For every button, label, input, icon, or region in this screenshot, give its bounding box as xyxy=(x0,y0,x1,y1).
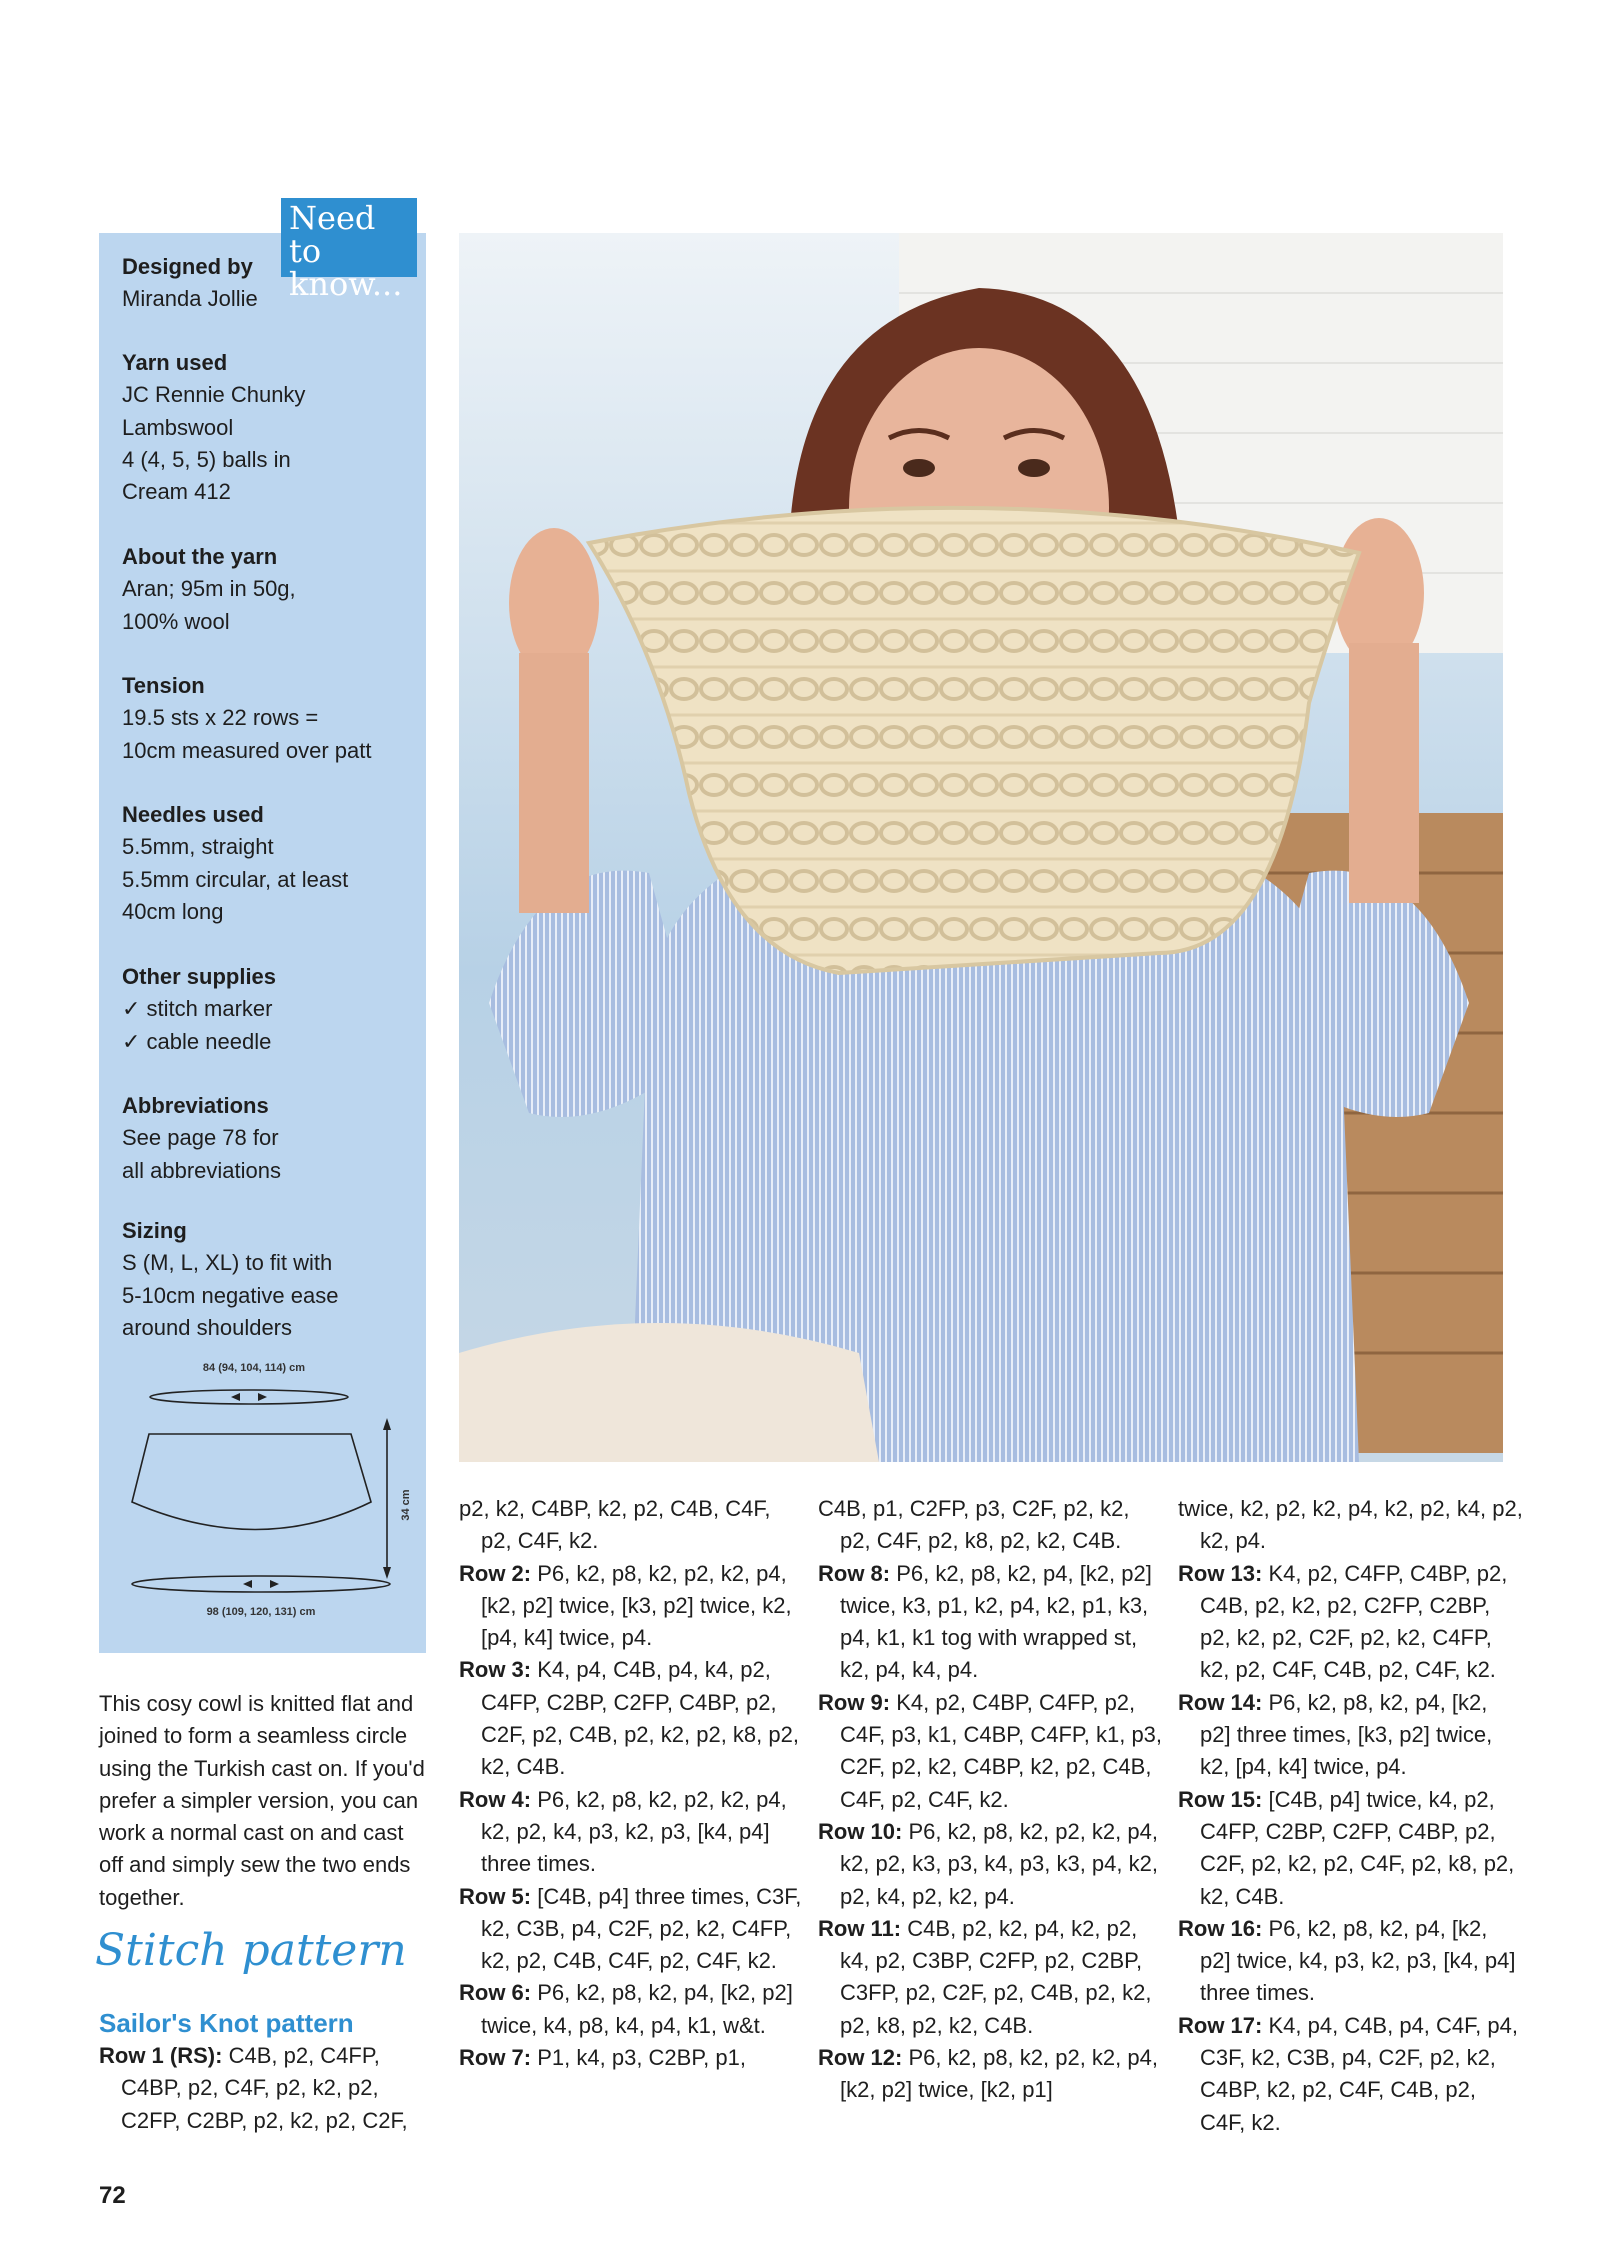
supply-item: ✓ stitch marker xyxy=(122,996,273,1022)
yarn-used-title: Yarn used xyxy=(122,350,228,375)
sailors-knot-heading: Sailor's Knot pattern xyxy=(99,2008,354,2038)
intro-paragraph: This cosy cowl is knitted flat and joined to form a seamless circle using the Turkish cast on. If you'd prefer a simpler version, you can work a normal cast on and cast off and simply sew the two ends together. xyxy=(99,1691,425,1910)
pattern-row xyxy=(818,2042,1163,2107)
needles-line: 5.5mm circular, at least xyxy=(122,866,349,892)
pattern-column-3 xyxy=(818,1493,1163,2107)
abbreviations-line: all abbreviations xyxy=(122,1157,281,1183)
row-label: Row 2: xyxy=(459,1560,532,1586)
row-instructions: p2, k2, C4BP, k2, p2, C4B, C4F, p2, C4F, k2. xyxy=(459,1496,771,1554)
row-label: Row 9: xyxy=(818,1689,891,1715)
row-label: Row 3: xyxy=(459,1657,532,1683)
top-measurement-label: 84 (94, 104, 114) cm xyxy=(202,1362,306,1374)
bottom-circumference-arrow xyxy=(132,1576,390,1592)
pattern-row xyxy=(459,1558,804,1655)
tension-line: 10cm measured over patt xyxy=(122,737,372,763)
row-instructions: P6, k2, p8, k2, p2, k2, p4, [k2, p2] twice, [k2, p1] xyxy=(840,2045,1158,2103)
about-yarn-line: 100% wool xyxy=(122,608,230,634)
row-instructions: P6, k2, p8, k2, p4, [k2, p2] twice, k4, p8, k4, p4, k1, w&t. xyxy=(481,1980,793,2038)
model-wearing-cowl-photo xyxy=(459,233,1503,1462)
pattern-column-2 xyxy=(459,1493,804,2074)
arrow-head xyxy=(231,1393,240,1401)
other-supplies-block xyxy=(122,961,276,1058)
pattern-column-4 xyxy=(1178,1493,1523,2139)
row-instructions: P6, k2, p8, k2, p4, [k2, p2] three times, [k3, p2] twice, k2, [p4, k4] twice, p4. xyxy=(1200,1689,1493,1780)
row-instructions: P6, k2, p8, k2, p4, [k2, p2] twice, k4, p3, k2, p3, [k4, p4] three times. xyxy=(1200,1915,1516,2006)
pattern-row xyxy=(818,1687,1163,1816)
designed-by-line: Miranda Jollie xyxy=(122,286,258,312)
height-measurement-label: 34 cm xyxy=(400,1489,412,1521)
row-label: Row 15: xyxy=(1178,1786,1263,1812)
row-label: Row 6: xyxy=(459,1980,532,2006)
pattern-row xyxy=(1178,1687,1523,1784)
row-instructions: [C4B, p4] three times, C3F, k2, C3B, p4, C2F, p2, k2, C4FP, k2, p2, C4B, C4F, p2, C4F, k2. xyxy=(481,1883,802,1974)
row-instructions: P6, k2, p8, k2, p2, k2, p4, [k2, p2] twice, [k3, p2] twice, k2, [p4, k4] twice, p4. xyxy=(481,1560,792,1651)
bottom-measurement-label: 98 (109, 120, 131) cm xyxy=(206,1606,316,1618)
pattern-row xyxy=(459,1493,804,1558)
supply-item: ✓ cable needle xyxy=(122,1028,272,1054)
top-circumference-arrow xyxy=(150,1390,348,1404)
designed-by-title: Designed by xyxy=(122,254,253,279)
row-instructions: C4B, p2, k2, p4, k2, p2, k4, p2, C3BP, C2FP, p2, C2BP, C3FP, p2, C2F, p2, C4B, p2, k2, p2, k8, p2, k2, C4B. xyxy=(840,1915,1152,2038)
arrow-head xyxy=(383,1418,391,1430)
yarn-used-line: Cream 412 xyxy=(122,479,231,505)
sizing-line: 5-10cm negative ease xyxy=(122,1282,339,1308)
row-label: Row 14: xyxy=(1178,1689,1263,1715)
needles-block xyxy=(122,799,348,928)
tension-line: 19.5 sts x 22 rows = xyxy=(122,705,319,731)
arrow-head xyxy=(258,1393,267,1401)
row-label: Row 12: xyxy=(818,2045,903,2071)
row-label: Row 8: xyxy=(818,1560,891,1586)
row-instructions: C4B, p1, C2FP, p3, C2F, p2, k2, p2, C4F, p2, k8, p2, k2, C4B. xyxy=(818,1496,1130,1554)
row-instructions: K4, p2, C4FP, C4BP, p2, C4B, p2, k2, p2, C2FP, C2BP, p2, k2, p2, C2F, p2, k2, C4FP, k2, p2, C4F, C4B, p2, C4F, k2. xyxy=(1200,1560,1508,1683)
row-label: Row 7: xyxy=(459,2045,532,2071)
tension-title: Tension xyxy=(122,673,205,698)
abbreviations-line: See page 78 for xyxy=(122,1125,279,1151)
needles-line: 5.5mm, straight xyxy=(122,834,274,860)
pattern-row xyxy=(459,1784,804,1881)
page-number: 72 xyxy=(99,2182,126,2209)
yarn-used-line: 4 (4, 5, 5) balls in xyxy=(122,446,291,472)
row-label: Row 10: xyxy=(818,1818,903,1844)
pattern-row xyxy=(459,1881,804,1978)
arrow-head xyxy=(383,1567,391,1579)
needles-line: 40cm long xyxy=(122,898,224,924)
row-label: Row 17: xyxy=(1178,2012,1263,2038)
pattern-row xyxy=(1178,1558,1523,1687)
pattern-row xyxy=(818,1493,1163,1558)
yarn-used-block xyxy=(122,347,305,508)
pattern-row xyxy=(1178,1913,1523,2010)
sizing-title: Sizing xyxy=(122,1218,187,1243)
yarn-used-line: Lambswool xyxy=(122,414,234,440)
yarn-used-line: JC Rennie Chunky xyxy=(122,382,306,408)
row-label: Row 16: xyxy=(1178,1915,1263,1941)
pattern-row xyxy=(459,1977,804,2042)
row-label: Row 1 (RS): xyxy=(99,2043,223,2068)
tension-block xyxy=(122,670,371,767)
needles-title: Needles used xyxy=(122,802,264,827)
pattern-row xyxy=(459,2042,804,2074)
row-label: Row 13: xyxy=(1178,1560,1263,1586)
about-yarn-block xyxy=(122,541,296,638)
row-label: Row 5: xyxy=(459,1883,532,1909)
abbreviations-block xyxy=(122,1090,281,1187)
pattern-row xyxy=(99,2040,434,2137)
row-instructions: C4B, p2, C4FP, C4BP, p2, C4F, p2, k2, p2, C2FP, C2BP, p2, k2, p2, C2F, xyxy=(121,2043,408,2133)
abbreviations-title: Abbreviations xyxy=(122,1093,269,1118)
row-instructions: P1, k4, p3, C2BP, p1, xyxy=(537,2045,746,2071)
pattern-row xyxy=(1178,2010,1523,2139)
need-to-know-badge: Need to know... xyxy=(281,198,417,277)
row-instructions: P6, k2, p8, k2, p2, k2, p4, k2, p2, k4, p3, k2, p3, [k4, p4] three times. xyxy=(481,1786,787,1877)
row-instructions: K4, p4, C4B, p4, k4, p2, C4FP, C2BP, C2FP, C4BP, p2, C2F, p2, C4B, p2, k2, p2, k8, p2, k2, C4B. xyxy=(481,1657,799,1780)
stitch-pattern-heading: Stitch pattern xyxy=(95,1925,407,1976)
row-label: Row 4: xyxy=(459,1786,532,1812)
row-instructions: K4, p4, C4B, p4, C4F, p4, C3F, k2, C3B, p4, C2F, p2, k2, C4BP, k2, p2, C4F, C4B, p2, C4F, k2. xyxy=(1200,2012,1518,2135)
row-instructions: twice, k2, p2, k2, p4, k2, p2, k4, p2, k2, p4. xyxy=(1178,1496,1523,1554)
pattern-column-1 xyxy=(99,2040,434,2137)
designed-by-block xyxy=(122,251,258,316)
cowl-outline xyxy=(132,1434,371,1530)
arrow-head xyxy=(243,1580,252,1588)
pattern-row xyxy=(818,1816,1163,1913)
pattern-row xyxy=(459,1654,804,1783)
other-supplies-title: Other supplies xyxy=(122,964,277,989)
row-instructions: [C4B, p4] twice, k4, p2, C4FP, C2BP, C2FP, C4BP, p2, C2F, p2, k2, p2, C4F, p2, k8, p2, k2, C4B. xyxy=(1200,1786,1515,1909)
row-instructions: K4, p2, C4BP, C4FP, p2, C4F, p3, k1, C4BP, C4FP, k1, p3, C2F, p2, k2, C4BP, k2, p2, C4B, C4F, p2, C4F, k2. xyxy=(840,1689,1163,1812)
pattern-row xyxy=(1178,1493,1523,1558)
pattern-row xyxy=(818,1558,1163,1687)
sizing-block xyxy=(122,1215,338,1344)
row-instructions: P6, k2, p8, k2, p2, k2, p4, k2, p2, k3, p3, k4, p3, k3, p4, k2, p2, k4, p2, k2, p4. xyxy=(840,1818,1158,1909)
cowl-measurement-diagram xyxy=(99,1352,426,1622)
row-label: Row 11: xyxy=(818,1915,902,1941)
pattern-row xyxy=(1178,1784,1523,1913)
arrow-head xyxy=(270,1580,279,1588)
pattern-row xyxy=(818,1913,1163,2042)
sizing-line: S (M, L, XL) to fit with xyxy=(122,1250,333,1276)
about-yarn-title: About the yarn xyxy=(122,544,278,569)
about-yarn-line: Aran; 95m in 50g, xyxy=(122,576,296,602)
sizing-line: around shoulders xyxy=(122,1314,293,1340)
row-instructions: P6, k2, p8, k2, p4, [k2, p2] twice, k3, p1, k2, p4, k2, p1, k3, p4, k1, k1 tog with wrapped st, k2, p4, k4, p4. xyxy=(840,1560,1152,1683)
